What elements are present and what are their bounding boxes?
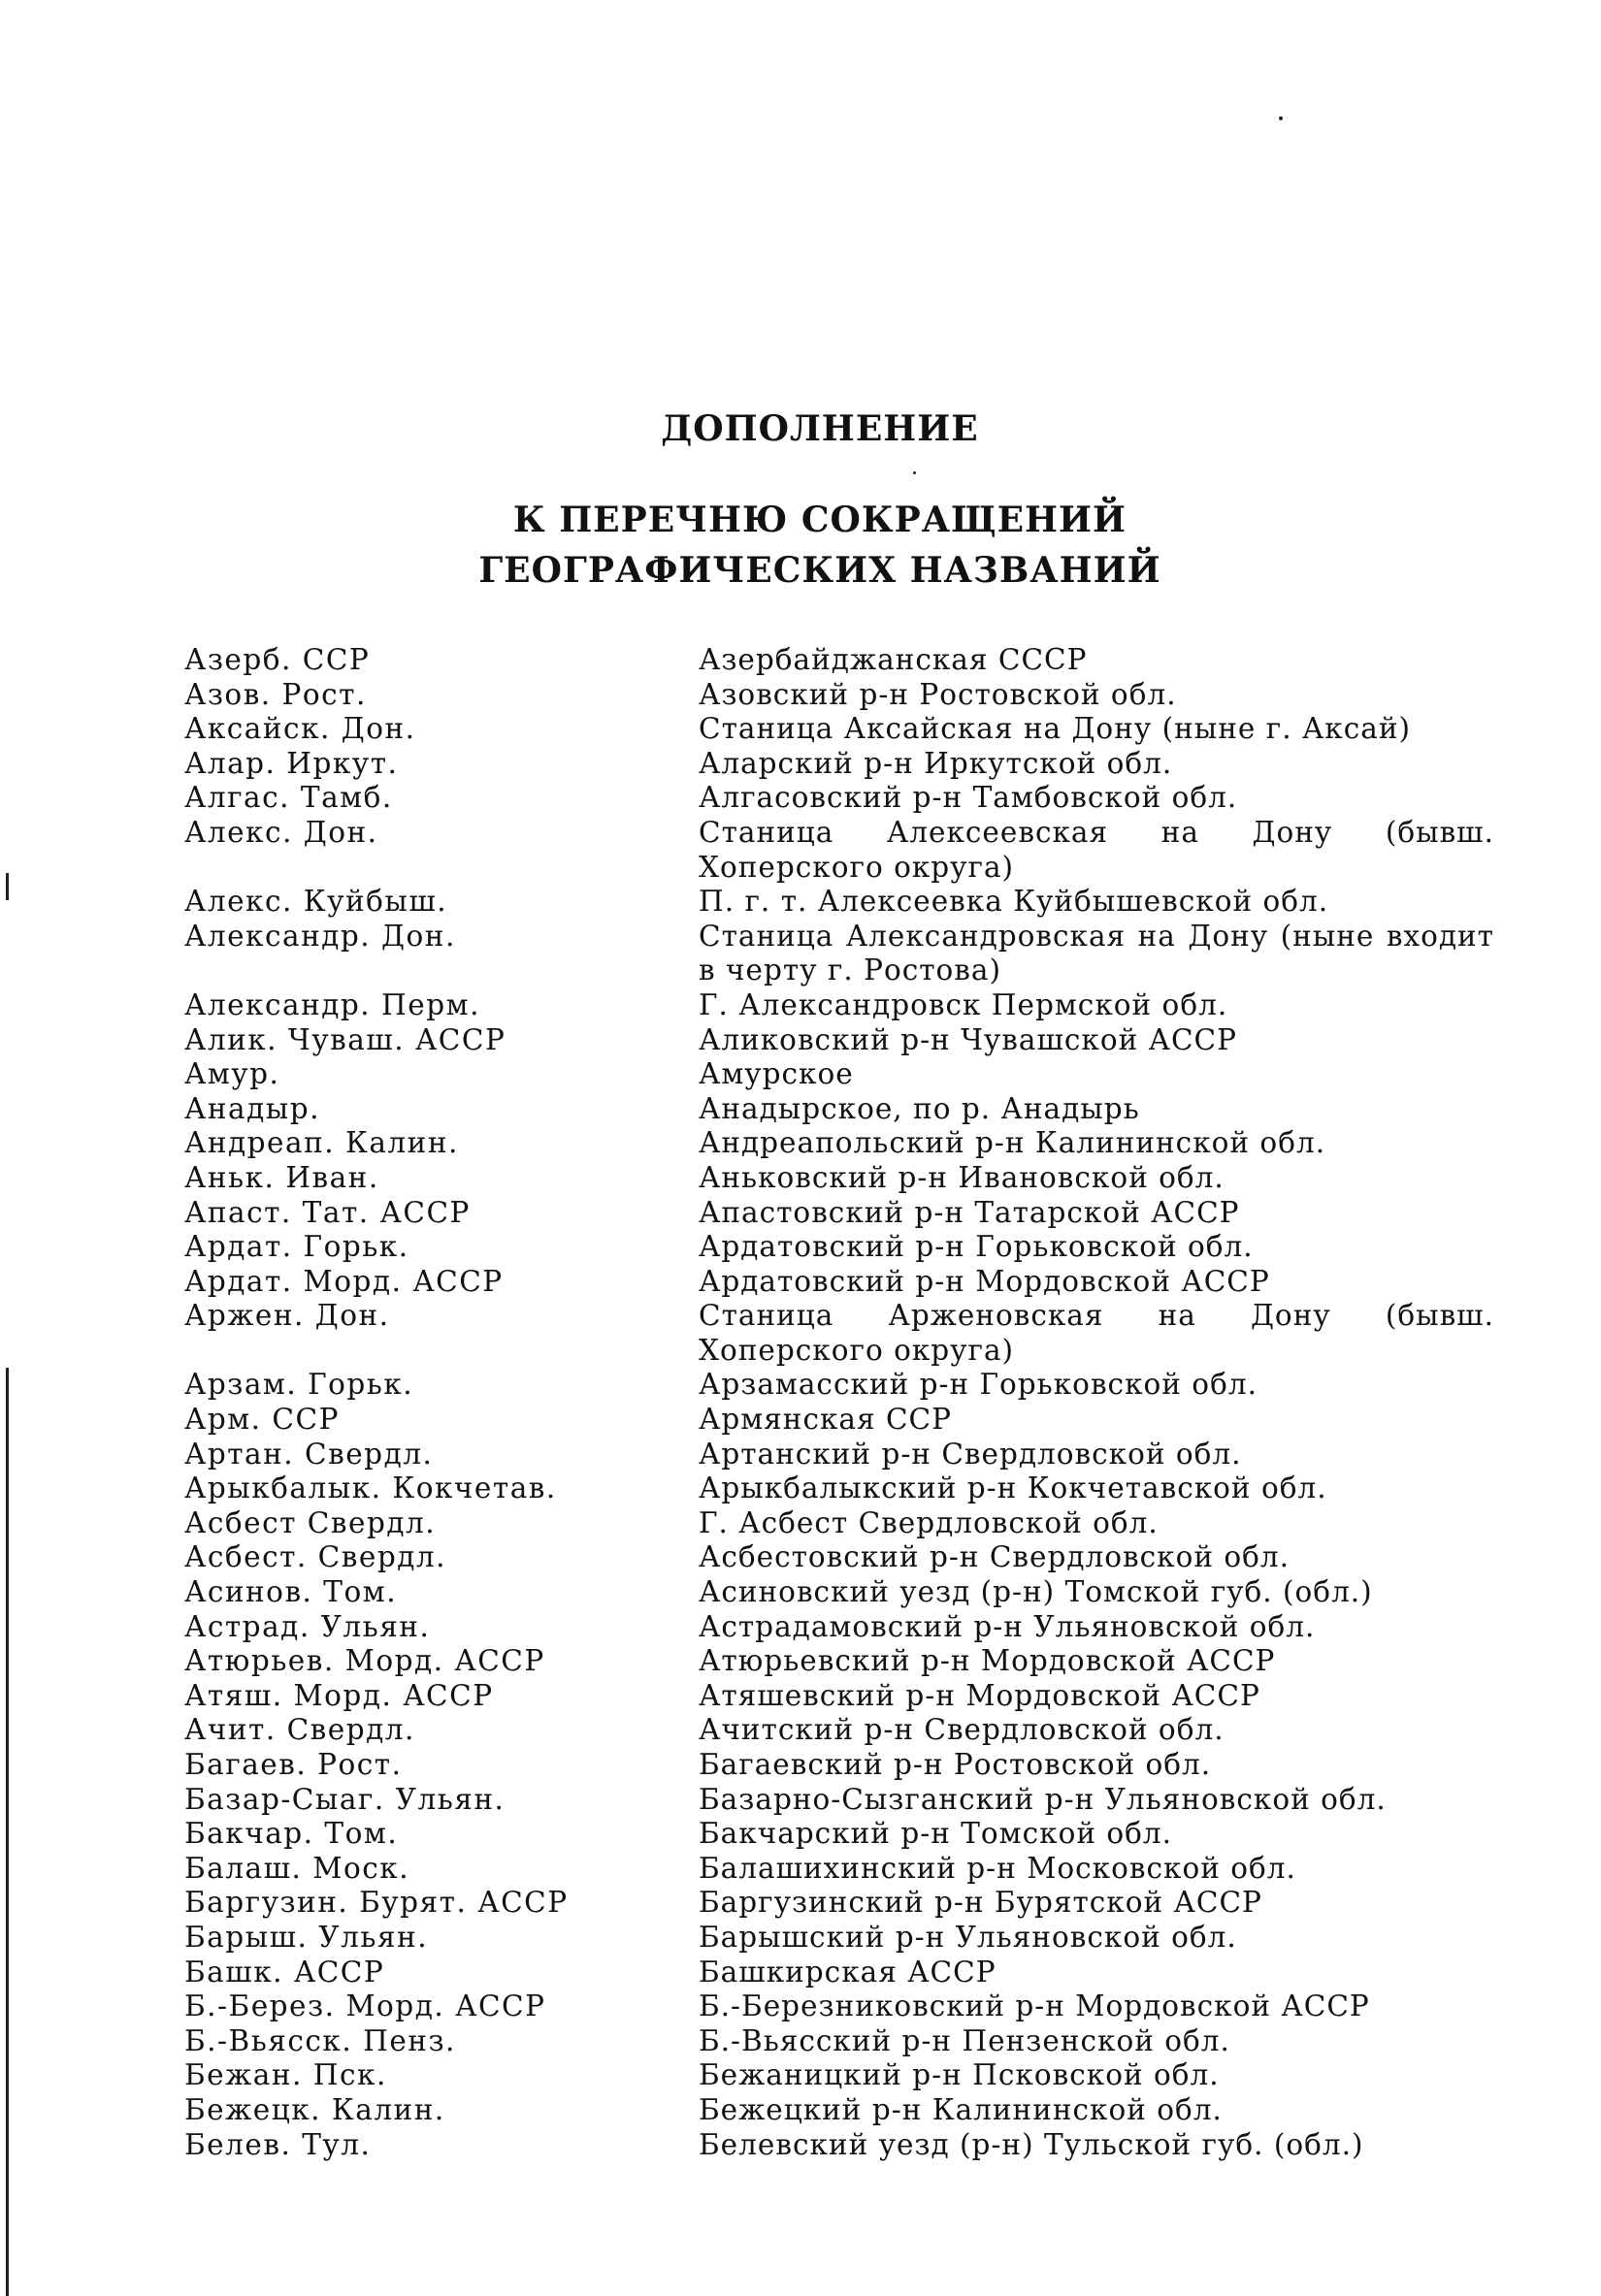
entry-abbreviation: Башк. АССР [184, 1955, 385, 1989]
entry-row [184, 1196, 1523, 1231]
entry-full-name: Станица Александровская на Дону (ныне входит в черту г. Ростова) [699, 919, 1494, 987]
entry-abbreviation: Артан. Свердл. [184, 1437, 434, 1471]
entry-full-name: Багаевский р-н Ростовской обл. [699, 1748, 1212, 1781]
entry-full-name: Асбестовский р-н Свердловской обл. [699, 1540, 1291, 1574]
entry-abbreviation: Аньк. Иван. [184, 1160, 379, 1194]
entry-full-name: Баргузинский р-н Бурятской АССР [699, 1886, 1262, 1920]
heading-subtitle-line1: К ПЕРЕЧНЮ СОКРАЩЕНИЙ [512, 500, 1127, 540]
entry-row [184, 1575, 1523, 1610]
entry-abbreviation: Астрад. Ульян. [184, 1609, 431, 1643]
entry-row [184, 1403, 1523, 1438]
entry-abbreviation: Атяш. Морд. АССР [184, 1678, 494, 1712]
entry-full-name: Ардатовский р-н Горьковской обл. [699, 1230, 1254, 1264]
entry-abbreviation: Бакчар. Том. [184, 1817, 399, 1851]
entry-row [184, 1713, 1523, 1748]
entry-abbreviation: Белев. Тул. [184, 2127, 372, 2161]
entry-abbreviation: Бежецк. Калин. [184, 2092, 445, 2126]
entry-abbreviation: Арыкбалык. Кокчетав. [184, 1471, 557, 1505]
abbreviation-list [184, 643, 1523, 2162]
entry-row [184, 1126, 1523, 1161]
entry-full-name: Ачитский р-н Свердловской обл. [699, 1713, 1225, 1747]
entry-row [184, 1023, 1523, 1058]
entry-full-name: Анадырское, по р. Анадырь [699, 1091, 1140, 1125]
entry-full-name: Азовский р-н Ростовской обл. [699, 677, 1177, 711]
entry-full-name: Атюрьевский р-н Мордовской АССР [699, 1644, 1276, 1678]
entry-abbreviation: Анадыр. [184, 1091, 320, 1125]
entry-row [184, 643, 1523, 678]
entry-full-name: Аликовский р-н Чувашской АССР [699, 1022, 1237, 1056]
entry-row [184, 1989, 1523, 2024]
entry-row [184, 1956, 1523, 1990]
entry-full-name: Станица Алексеевская на Дону (бывш. Хоперского округа) [699, 815, 1494, 884]
entry-row [184, 2058, 1523, 2093]
entry-full-name: Базарно-Сызганский р-н Ульяновской обл. [699, 1782, 1387, 1816]
entry-row [184, 1161, 1523, 1196]
entry-abbreviation: Алгас. Тамб. [184, 781, 393, 815]
entry-row [184, 781, 1523, 816]
entry-abbreviation: Б.-Берез. Морд. АССР [184, 1989, 546, 2023]
entry-full-name: Азербайджанская ССCP [699, 643, 1088, 676]
entry-row [184, 1299, 1523, 1368]
entry-row [184, 1921, 1523, 1956]
entry-row [184, 678, 1523, 713]
entry-full-name: Астрадамовский р-н Ульяновской обл. [699, 1609, 1316, 1643]
entry-abbreviation: Ардат. Морд. АССР [184, 1264, 504, 1298]
entry-row [184, 1092, 1523, 1127]
entry-abbreviation: Баргузин. Бурят. АССР [184, 1886, 569, 1920]
entry-full-name: Станица Арженовская на Дону (бывш. Хоперского округа) [699, 1299, 1494, 1367]
entry-full-name: Андреапольский р-н Калининской обл. [699, 1126, 1326, 1160]
entry-full-name: Арзамасский р-н Горьковской обл. [699, 1368, 1258, 1402]
entry-abbreviation: Амур. [184, 1057, 280, 1091]
entry-full-name: Г. Асбест Свердловской обл. [699, 1505, 1159, 1539]
speck [1279, 116, 1283, 120]
entry-row [184, 1506, 1523, 1541]
entry-full-name: Апастовский р-н Татарской АССР [699, 1195, 1240, 1229]
entry-abbreviation: Барыш. Ульян. [184, 1920, 429, 1954]
heading-addendum: ДОПОЛНЕНИЕ [661, 408, 979, 449]
entry-row [184, 1610, 1523, 1645]
entry-row [184, 1265, 1523, 1300]
entry-row [184, 1230, 1523, 1265]
entry-full-name: Атяшевский р-н Мордовской АССР [699, 1678, 1260, 1712]
entry-row [184, 712, 1523, 747]
entry-row [184, 1852, 1523, 1887]
entry-row [184, 2093, 1523, 2128]
entry-abbreviation: Атюрьев. Морд. АССР [184, 1644, 545, 1678]
entry-row [184, 2024, 1523, 2059]
entry-row [184, 1679, 1523, 1714]
entry-row [184, 1748, 1523, 1783]
entry-row [184, 1817, 1523, 1852]
entry-full-name: Станица Аксайская на Дону (ныне г. Аксай) [699, 712, 1412, 746]
entry-full-name: Б.-Березниковский р-н Мордовской АССР [699, 1989, 1370, 2023]
entry-full-name: Б.-Вьясский р-н Пензенской обл. [699, 2023, 1230, 2057]
entry-abbreviation: Асинов. Том. [184, 1575, 398, 1609]
entry-abbreviation: Бежан. Пск. [184, 2058, 387, 2092]
entry-abbreviation: Арзам. Горьк. [184, 1368, 414, 1402]
entry-row [184, 747, 1523, 782]
entry-full-name: Амурское [699, 1057, 854, 1091]
entry-full-name: Ардатовский р-н Мордовской АССР [699, 1264, 1270, 1298]
entry-full-name: Бежецкий р-н Калининской обл. [699, 2092, 1223, 2126]
entry-abbreviation: Александр. Перм. [184, 987, 480, 1021]
entry-abbreviation: Багаев. Рост. [184, 1748, 403, 1781]
entry-row [184, 1471, 1523, 1506]
entry-abbreviation: Ачит. Свердл. [184, 1713, 415, 1747]
entry-abbreviation: Андреап. Калин. [184, 1126, 459, 1160]
entry-row [184, 816, 1523, 885]
entry-abbreviation: Алик. Чуваш. АССР [184, 1022, 506, 1056]
entry-row [184, 1368, 1523, 1403]
entry-abbreviation: Алар. Иркут. [184, 746, 399, 780]
entry-abbreviation: Апаст. Тат. АССР [184, 1195, 471, 1229]
margin-rule [6, 1368, 9, 2296]
entry-row [184, 2128, 1523, 2163]
entry-row [184, 1644, 1523, 1679]
entry-row [184, 1540, 1523, 1575]
entry-abbreviation: Асбест Свердл. [184, 1505, 437, 1539]
entry-abbreviation: Аксайск. Дон. [184, 712, 416, 746]
entry-abbreviation: Аржен. Дон. [184, 1299, 390, 1333]
entry-full-name: Алгасовский р-н Тамбовской обл. [699, 781, 1238, 815]
entry-abbreviation: Балаш. Моск. [184, 1851, 410, 1885]
entry-row [184, 1886, 1523, 1921]
entry-row [184, 1057, 1523, 1092]
entry-full-name: Барышский р-н Ульяновской обл. [699, 1920, 1237, 1954]
heading-subtitle-line2: ГЕОГРАФИЧЕСКИХ НАЗВАНИЙ [478, 550, 1161, 591]
entry-abbreviation: Ардат. Горьк. [184, 1230, 409, 1264]
entry-full-name: Артанский р-н Свердловской обл. [699, 1437, 1242, 1471]
entry-row [184, 920, 1523, 988]
entry-full-name: Башкирская АССР [699, 1955, 997, 1989]
entry-abbreviation: Алекс. Куйбыш. [184, 885, 448, 919]
entry-abbreviation: Б.-Вьясск. Пенз. [184, 2023, 456, 2057]
entry-abbreviation: Александр. Дон. [184, 919, 456, 953]
entry-row [184, 988, 1523, 1023]
entry-full-name: Асиновский уезд (р-н) Томской губ. (обл.) [699, 1575, 1373, 1609]
margin-rule [6, 873, 9, 900]
entry-abbreviation: Базар-Сыаг. Ульян. [184, 1782, 506, 1816]
entry-full-name: Арыкбалыкский р-н Кокчетавской обл. [699, 1471, 1327, 1505]
speck [913, 471, 916, 474]
entry-full-name: Г. Александровск Пермской обл. [699, 987, 1228, 1021]
entry-row [184, 885, 1523, 920]
entry-full-name: Аньковский р-н Ивановской обл. [699, 1160, 1225, 1194]
entry-full-name: Бежаницкий р-н Псковской обл. [699, 2058, 1220, 2092]
entry-full-name: Армянская ССР [699, 1403, 952, 1437]
entry-abbreviation: Алекс. Дон. [184, 815, 378, 849]
entry-abbreviation: Арм. ССР [184, 1403, 340, 1437]
entry-abbreviation: Азерб. ССР [184, 643, 371, 676]
entry-full-name: П. г. т. Алексеевка Куйбышевской обл. [699, 885, 1329, 919]
entry-row [184, 1438, 1523, 1472]
entry-full-name: Белевский уезд (р-н) Тульской губ. (обл.) [699, 2127, 1364, 2161]
entry-abbreviation: Асбест. Свердл. [184, 1540, 446, 1574]
entry-full-name: Балашихинский р-н Московской обл. [699, 1851, 1296, 1885]
entry-full-name: Бакчарский р-н Томской обл. [699, 1817, 1173, 1851]
entry-row [184, 1783, 1523, 1818]
entry-abbreviation: Азов. Рост. [184, 677, 367, 711]
entry-full-name: Аларский р-н Иркутской обл. [699, 746, 1173, 780]
